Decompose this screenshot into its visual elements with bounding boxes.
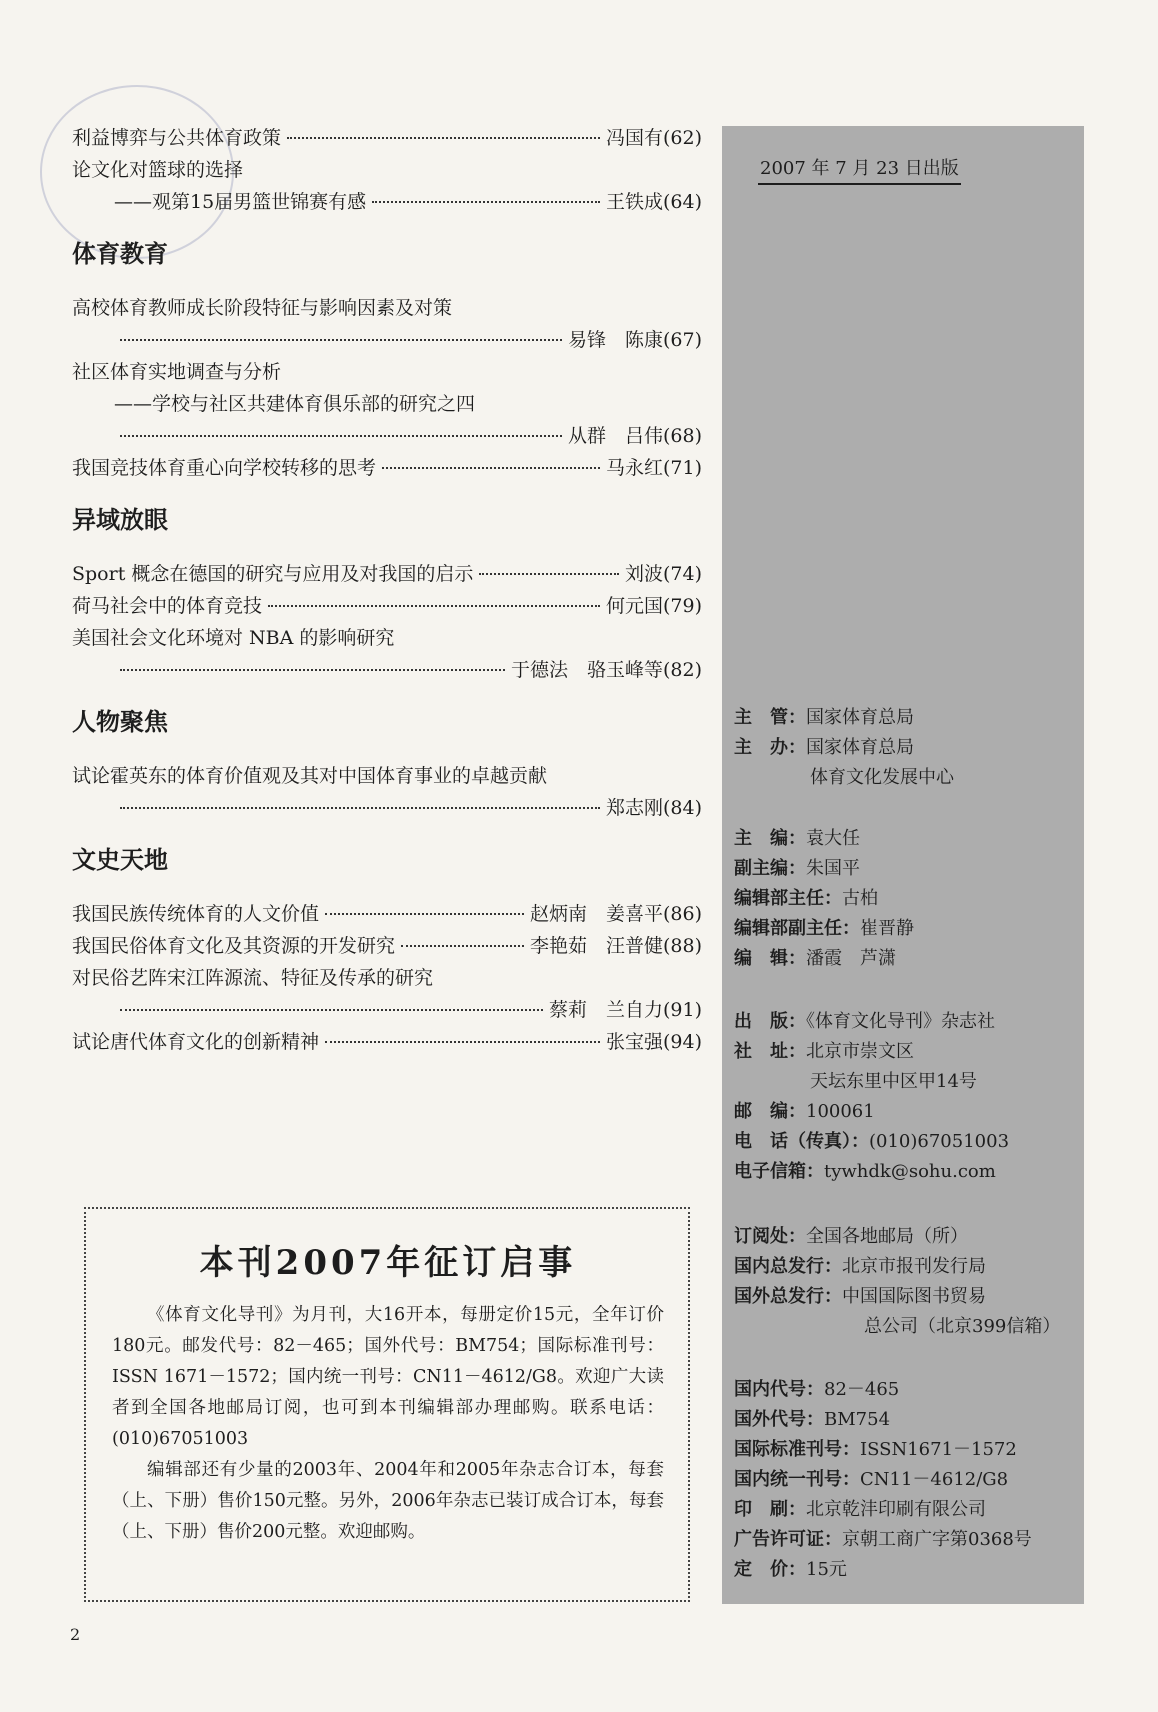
masthead-value: 国家体育总局 [806,737,914,758]
entry-title: 美国社会文化环境对 NBA 的影响研究 [72,627,395,649]
entry-title: 我国民俗体育文化及其资源的开发研究 [72,935,396,957]
toc-entry [72,962,702,1026]
toc-entry [72,122,702,154]
toc-entry [72,154,702,218]
entry-title: 论文化对篮球的选择 [72,159,244,181]
masthead-value: 袁大任 [806,828,860,849]
masthead-value: 全国各地邮局（所） [806,1226,968,1247]
leader-dots [120,669,505,671]
toc-entry [72,930,702,962]
entry-author: 于德法 骆玉峰等(82) [510,659,702,681]
toc-entry [72,590,702,622]
masthead-key: 副主编： [734,858,806,879]
masthead-line [734,1157,1009,1187]
masthead-value: CN11－4612/G8 [860,1469,1009,1490]
entry-title: 试论唐代体育文化的创新精神 [72,1031,320,1053]
masthead-value: 北京乾沣印刷有限公司 [806,1499,986,1520]
masthead-value: 15元 [806,1559,847,1580]
masthead-value: ISSN1671－1572 [860,1439,1017,1460]
leader-dots [401,945,524,947]
masthead-key: 编辑部副主任： [734,918,860,939]
masthead-key: 印 刷： [734,1499,806,1520]
masthead-line [734,1465,1032,1495]
masthead-value: 京朝工商广字第0368号 [842,1529,1032,1550]
masthead-line [734,1525,1032,1555]
masthead-line [734,1495,1032,1525]
notice-paragraph: 编辑部还有少量的2003年、2004年和2005年杂志合订本，每套（上、下册）售价150元整。另外，2006年杂志已装订成合订本，每套（上、下册）售价200元整。欢迎邮购。 [112,1460,664,1542]
masthead-line [734,854,914,884]
entry-title: 高校体育教师成长阶段特征与影响因素及对策 [72,297,453,319]
section-heading: 异域放眼 [72,506,168,534]
masthead-group [734,703,954,793]
masthead-line [734,1375,1032,1405]
masthead-line [734,824,914,854]
masthead-key: 主 办： [734,737,806,758]
masthead-line [734,1252,1060,1282]
masthead-line [734,763,954,793]
masthead-value: 朱国平 [806,858,860,879]
page-number: 2 [70,1625,81,1644]
entry-title: 利益博弈与公共体育政策 [72,127,282,149]
masthead-line [734,914,914,944]
masthead-key: 电 话（传真）： [734,1131,869,1152]
entry-author: 刘波(74) [624,563,702,585]
leader-dots [120,1009,543,1011]
masthead-key: 订阅处： [734,1226,806,1247]
leader-dots [268,605,600,607]
masthead-group [734,1222,1060,1342]
entry-subtitle: ——观第15届男篮世锦赛有感 [114,191,367,213]
masthead-value: 国家体育总局 [806,707,914,728]
masthead-key: 社 址： [734,1041,806,1062]
table-of-contents [72,122,702,1058]
toc-entry [72,356,702,452]
masthead-value: BM754 [824,1409,891,1430]
masthead-key: 国内代号： [734,1379,824,1400]
leader-dots [120,435,562,437]
toc-entry [72,452,702,484]
masthead-key: 广告许可证： [734,1529,842,1550]
entry-author: 蔡莉 兰自力(91) [548,999,702,1021]
masthead-value: 古柏 [842,888,878,909]
entry-author: 马永红(71) [605,457,702,479]
subscription-notice [84,1207,690,1602]
section-heading: 人物聚焦 [72,708,168,736]
entry-title: 我国民族传统体育的人文价值 [72,903,320,925]
toc-entry [72,558,702,590]
masthead-line [734,1097,1009,1127]
section-heading: 文史天地 [72,846,168,874]
masthead-key: 国外总发行： [734,1286,842,1307]
toc-entry [72,898,702,930]
masthead-line [734,884,914,914]
notice-paragraph: 《体育文化导刊》为月刊，大16开本，每册定价15元，全年订价180元。邮发代号：82－465；国外代号：BM754；国际标准刊号：ISSN 1671－1572；国内统一刊号：CN11－4612/G8。欢迎广大读者到全国各地邮局订阅，也可到本刊编辑部办理邮购。联系电话：(010)67051003 [112,1305,664,1449]
masthead-value: 体育文化发展中心 [810,767,954,788]
section-heading: 体育教育 [72,240,168,268]
masthead-value: 北京市报刊发行局 [842,1256,986,1277]
toc-entry [72,1026,702,1058]
masthead-value: 潘霞 芦潇 [806,948,896,969]
masthead-line [734,703,954,733]
entry-subtitle: ——学校与社区共建体育俱乐部的研究之四 [114,393,476,415]
masthead-value: (010)67051003 [869,1131,1010,1152]
masthead-line [734,1067,1009,1097]
masthead-value: 北京市崇文区 [806,1041,914,1062]
masthead-value: 崔晋静 [860,918,914,939]
leader-dots [120,807,600,809]
masthead-value: 82－465 [824,1379,900,1400]
leader-dots [325,913,524,915]
masthead-key: 国内统一刊号： [734,1469,860,1490]
entry-author: 张宝强(94) [605,1031,702,1053]
masthead-key: 邮 编： [734,1101,806,1122]
entry-author: 易锋 陈康(67) [567,329,702,351]
masthead-key: 定 价： [734,1559,806,1580]
masthead-key: 出 版： [734,1011,806,1032]
masthead-line [734,1555,1032,1585]
toc-entry [72,292,702,356]
masthead-line [734,733,954,763]
entry-author: 冯国有(62) [605,127,702,149]
leader-dots [325,1041,600,1043]
masthead-group [734,1007,1009,1187]
entry-title: 试论霍英东的体育价值观及其对中国体育事业的卓越贡献 [72,765,548,787]
masthead-value: tywhdk@sohu.com [824,1161,996,1182]
masthead-key: 主 管： [734,707,806,728]
leader-dots [287,137,600,139]
masthead-line [734,1405,1032,1435]
masthead-line [734,1037,1009,1067]
toc-entry [72,622,702,686]
masthead-line [734,1007,1009,1037]
entry-author: 郑志刚(84) [605,797,702,819]
masthead-key: 编辑部主任： [734,888,842,909]
masthead-key: 编 辑： [734,948,806,969]
leader-dots [479,573,619,575]
masthead-line [734,1435,1032,1465]
leader-dots [372,201,600,203]
leader-dots [120,339,562,341]
entry-author: 赵炳南 姜喜平(86) [529,903,702,925]
masthead-value: 100061 [806,1101,875,1122]
masthead-key: 国外代号： [734,1409,824,1430]
masthead-line [734,1127,1009,1157]
entry-author: 何元国(79) [605,595,702,617]
notice-title: 本刊2007年征订启事 [199,1243,577,1283]
masthead-key: 电子信箱： [734,1161,824,1182]
entry-author: 王铁成(64) [605,191,702,213]
masthead-line [734,1222,1060,1252]
entry-title: Sport 概念在德国的研究与应用及对我国的启示 [72,563,474,585]
masthead-value: 天坛东里中区甲14号 [810,1071,977,1092]
masthead-line [734,1282,1060,1312]
masthead-line [734,1312,1060,1342]
masthead-key: 主 编： [734,828,806,849]
entry-author: 从群 吕伟(68) [567,425,702,447]
masthead-value: 总公司（北京399信箱） [864,1316,1061,1337]
masthead-key: 国际标准刊号： [734,1439,860,1460]
masthead-value: 中国国际图书贸易 [842,1286,986,1307]
publish-date: 2007 年 7 月 23 日出版 [758,154,961,185]
entry-title: 荷马社会中的体育竞技 [72,595,263,617]
leader-dots [382,467,600,469]
masthead-key: 国内总发行： [734,1256,842,1277]
entry-title: 对民俗艺阵宋江阵源流、特征及传承的研究 [72,967,434,989]
masthead-group [734,824,914,974]
masthead-value: 《体育文化导刊》杂志社 [806,1011,995,1032]
entry-author: 李艳茹 汪普健(88) [529,935,702,957]
masthead-line [734,944,914,974]
entry-title: 我国竞技体育重心向学校转移的思考 [72,457,377,479]
toc-entry [72,760,702,824]
masthead-group [734,1375,1032,1585]
entry-title: 社区体育实地调查与分析 [72,361,282,383]
